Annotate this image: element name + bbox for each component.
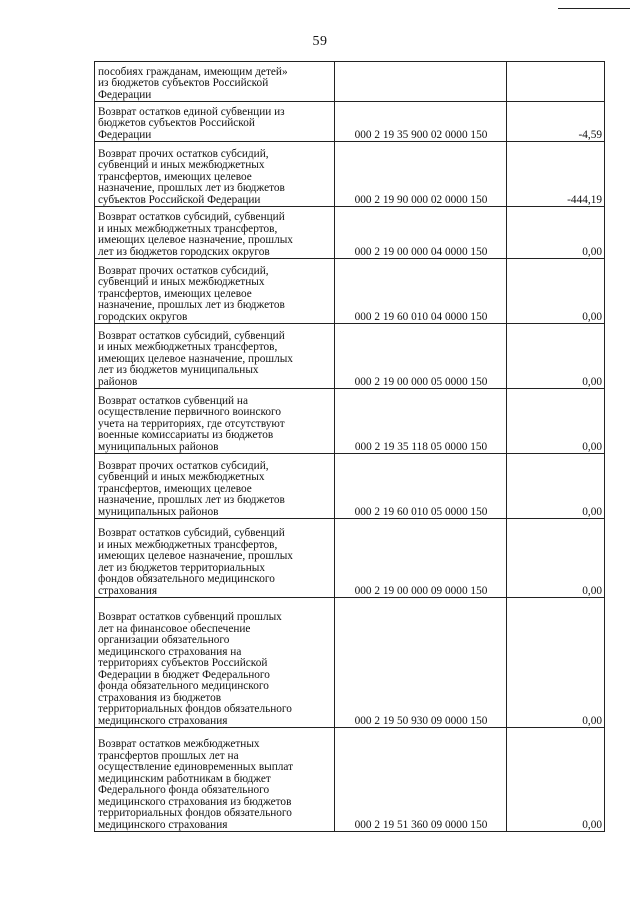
row-sum (507, 62, 605, 102)
row-sum: 0,00 (507, 519, 605, 598)
row-code: 000 2 19 00 000 04 0000 150 (335, 207, 507, 259)
row-name: Возврат остатков субсидий, субвенций и иных межбюджетных трансфертов, имеющих целевое назначение, прошлых лет из бюджетов территориальных фондов обязательного медицинского страхования (95, 519, 335, 598)
row-code (335, 62, 507, 102)
row-sum: 0,00 (507, 259, 605, 324)
table-row (95, 389, 605, 454)
row-code: 000 2 19 60 010 05 0000 150 (335, 454, 507, 519)
row-sum: 0,00 (507, 728, 605, 832)
table-row (95, 454, 605, 519)
row-sum: -444,19 (507, 142, 605, 207)
table-row (95, 728, 605, 832)
table-row (95, 324, 605, 389)
table-row (95, 207, 605, 259)
row-code: 000 2 19 60 010 04 0000 150 (335, 259, 507, 324)
budget-table (94, 61, 605, 832)
table-row (95, 598, 605, 728)
row-name: Возврат остатков субсидий, субвенций и иных межбюджетных трансфертов, имеющих целевое назначение, прошлых лет из бюджетов городских округов (95, 207, 335, 259)
row-code: 000 2 19 00 000 09 0000 150 (335, 519, 507, 598)
page-number: 59 (312, 34, 328, 49)
row-name: пособиях гражданам, имеющим детей» из бюджетов субъектов Российской Федерации (95, 62, 335, 102)
row-code: 000 2 19 35 118 05 0000 150 (335, 389, 507, 454)
row-sum: 0,00 (507, 389, 605, 454)
row-code: 000 2 19 90 000 02 0000 150 (335, 142, 507, 207)
table-row (95, 519, 605, 598)
row-name: Возврат прочих остатков субсидий, субвенций и иных межбюджетных трансфертов, имеющих целевое назначение, прошлых лет из бюджетов городских округов (95, 259, 335, 324)
row-name: Возврат остатков субвенций прошлых лет на финансовое обеспечение организации обязательного медицинского страхования на территориях субъектов Российской Федерации в бюджет Федерального фонда обязательного медицинского страхования из бюджетов территориальных фондов обязательного медицинского страхования (95, 598, 335, 728)
row-sum: 0,00 (507, 324, 605, 389)
row-name: Возврат прочих остатков субсидий, субвенций и иных межбюджетных трансфертов, имеющих целевое назначение, прошлых лет из бюджетов субъектов Российской Федерации (95, 142, 335, 207)
row-sum: 0,00 (507, 454, 605, 519)
row-code: 000 2 19 51 360 09 0000 150 (335, 728, 507, 832)
row-name: Возврат остатков единой субвенции из бюджетов субъектов Российской Федерации (95, 102, 335, 142)
row-sum: 0,00 (507, 207, 605, 259)
top-right-rule (558, 8, 630, 9)
row-name: Возврат остатков межбюджетных трансфертов прошлых лет на осуществление единовременных выплат медицинским работникам в бюджет Федерального фонда обязательного медицинского страхования из бюджетов территориальных фондов обязательного медицинского страхования (95, 728, 335, 832)
row-code: 000 2 19 35 900 02 0000 150 (335, 102, 507, 142)
row-name: Возврат остатков субвенций на осуществление первичного воинского учета на территориях, где отсутствуют военные комиссариаты из бюджетов муниципальных районов (95, 389, 335, 454)
row-code: 000 2 19 50 930 09 0000 150 (335, 598, 507, 728)
table-row (95, 259, 605, 324)
row-sum: -4,59 (507, 102, 605, 142)
table-row (95, 142, 605, 207)
table-row (95, 102, 605, 142)
row-name: Возврат прочих остатков субсидий, субвенций и иных межбюджетных трансфертов, имеющих целевое назначение, прошлых лет из бюджетов муниципальных районов (95, 454, 335, 519)
row-sum: 0,00 (507, 598, 605, 728)
table-row (95, 62, 605, 102)
row-name: Возврат остатков субсидий, субвенций и иных межбюджетных трансфертов, имеющих целевое назначение, прошлых лет из бюджетов муниципальных районов (95, 324, 335, 389)
row-code: 000 2 19 00 000 05 0000 150 (335, 324, 507, 389)
